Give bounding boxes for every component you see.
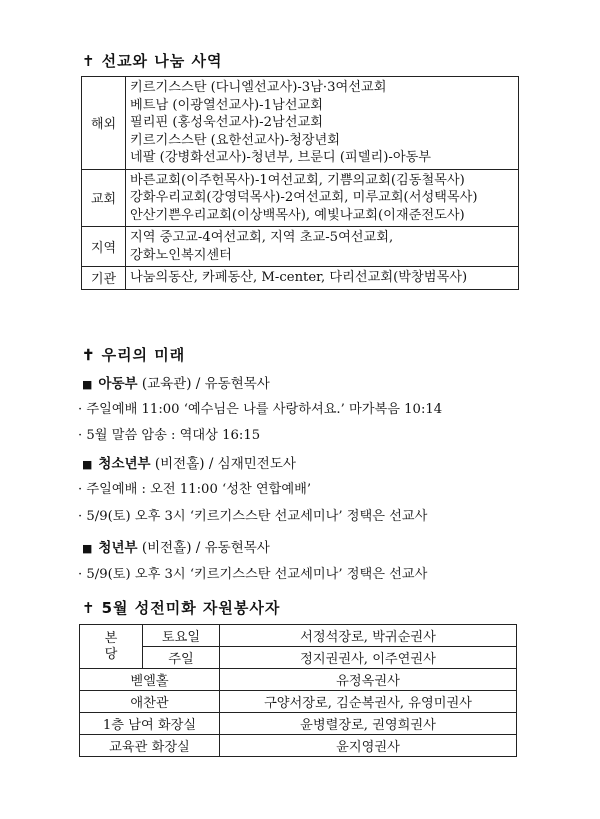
future-section-title: ✝ 우리의 미래 [82, 346, 186, 364]
list-item: 키르기스스탄 (다니엘선교사)-3남·3여선교회 [130, 80, 387, 95]
place-cell: 벧엘홀 [80, 669, 220, 691]
names-cell: 정지권권사, 이주연권사 [220, 647, 517, 669]
names-cell: 서정석장로, 박귀순권사 [220, 625, 517, 647]
square-bullet-icon: ■ [82, 378, 93, 391]
list-item: · 5/9(토) 오후 3시 ‘키르기스스탄 선교세미나’ 정택은 선교사 [78, 509, 428, 524]
place-cell: 1층 남여 화장실 [80, 713, 220, 735]
list-item: · 5월 말씀 암송 : 역대상 16:15 [78, 428, 261, 443]
list-item: 나눔의동산, 카페동산, M-center, 다리선교회(박창범목사) [130, 270, 468, 285]
list-item: · 주일예배 11:00 ‘예수님은 나를 사랑하셔요.’ 마가복음 10:14 [78, 402, 443, 417]
names-cell: 윤병렬장로, 권영희권사 [220, 713, 517, 735]
cross-icon: ✝ [82, 599, 96, 617]
list-item: 바른교회(이주헌목사)-1여선교회, 기쁨의교회(김동철목사) [130, 172, 465, 188]
list-item: 강화노인복지센터 [130, 247, 232, 263]
list-item: 베트남 (이광열선교사)-1남선교회 [130, 97, 323, 113]
list-item: 지역 중고교-4여선교회, 지역 초교-5여선교회, [130, 230, 394, 245]
square-bullet-icon: ■ [82, 542, 93, 555]
category-cell: 지역 [82, 227, 126, 267]
list-item: 강화우리교회(강영덕목사)-2여선교회, 미루교회(서성택목사) [130, 190, 478, 205]
table-row [82, 267, 519, 290]
table-row [80, 625, 517, 647]
list-item: 안산기쁜우리교회(이상백목사), 예빛나교회(이재준전도사) [130, 207, 465, 223]
list-item: 필리핀 (홍성욱선교사)-2남선교회 [130, 115, 323, 130]
category-cell: 교회 [82, 169, 126, 227]
cross-icon: ✝ [82, 52, 96, 70]
volunteer-table [79, 624, 517, 757]
mission-table [81, 76, 519, 290]
group-heading-young-adults: ■ 청년부 (비전홀) / 유동현목사 [82, 540, 270, 556]
bondang-cell: 본 당 [80, 625, 143, 669]
table-row [80, 713, 517, 735]
table-row [80, 735, 517, 757]
place-cell: 주일 [143, 647, 220, 669]
table-row [80, 691, 517, 713]
table-row [82, 77, 519, 170]
volunteers-section-title: ✝ 5월 성전미화 자원봉사자 [82, 599, 281, 617]
cross-icon: ✝ [82, 346, 96, 364]
table-row [82, 169, 519, 227]
category-cell: 기관 [82, 267, 126, 290]
list-item: · 주일예배 : 오전 11:00 ‘성찬 연합예배’ [78, 482, 312, 497]
place-cell: 토요일 [143, 625, 220, 647]
group-heading-children: ■ 아동부 (교육관) / 유동현목사 [82, 376, 270, 392]
names-cell: 윤지영권사 [220, 735, 517, 757]
names-cell: 유정옥권사 [220, 669, 517, 691]
square-bullet-icon: ■ [82, 458, 93, 471]
table-row [80, 669, 517, 691]
list-item: 키르기스스탄 (요한선교사)-청장년회 [130, 132, 341, 148]
table-row [80, 647, 517, 669]
table-row [82, 227, 519, 267]
group-heading-youth: ■ 청소년부 (비전홀) / 심재민전도사 [82, 456, 296, 472]
category-cell: 해외 [82, 77, 126, 170]
list-item: · 5/9(토) 오후 3시 ‘키르기스스탄 선교세미나’ 정택은 선교사 [78, 567, 428, 582]
place-cell: 교육관 화장실 [80, 735, 220, 757]
mission-section-title: ✝ 선교와 나눔 사역 [82, 52, 223, 70]
names-cell: 구양서장로, 김순복권사, 유영미권사 [220, 691, 517, 713]
place-cell: 애찬관 [80, 691, 220, 713]
list-item: 네팔 (강병화선교사)-청년부, 브룬디 (피델리)-아동부 [130, 150, 432, 165]
